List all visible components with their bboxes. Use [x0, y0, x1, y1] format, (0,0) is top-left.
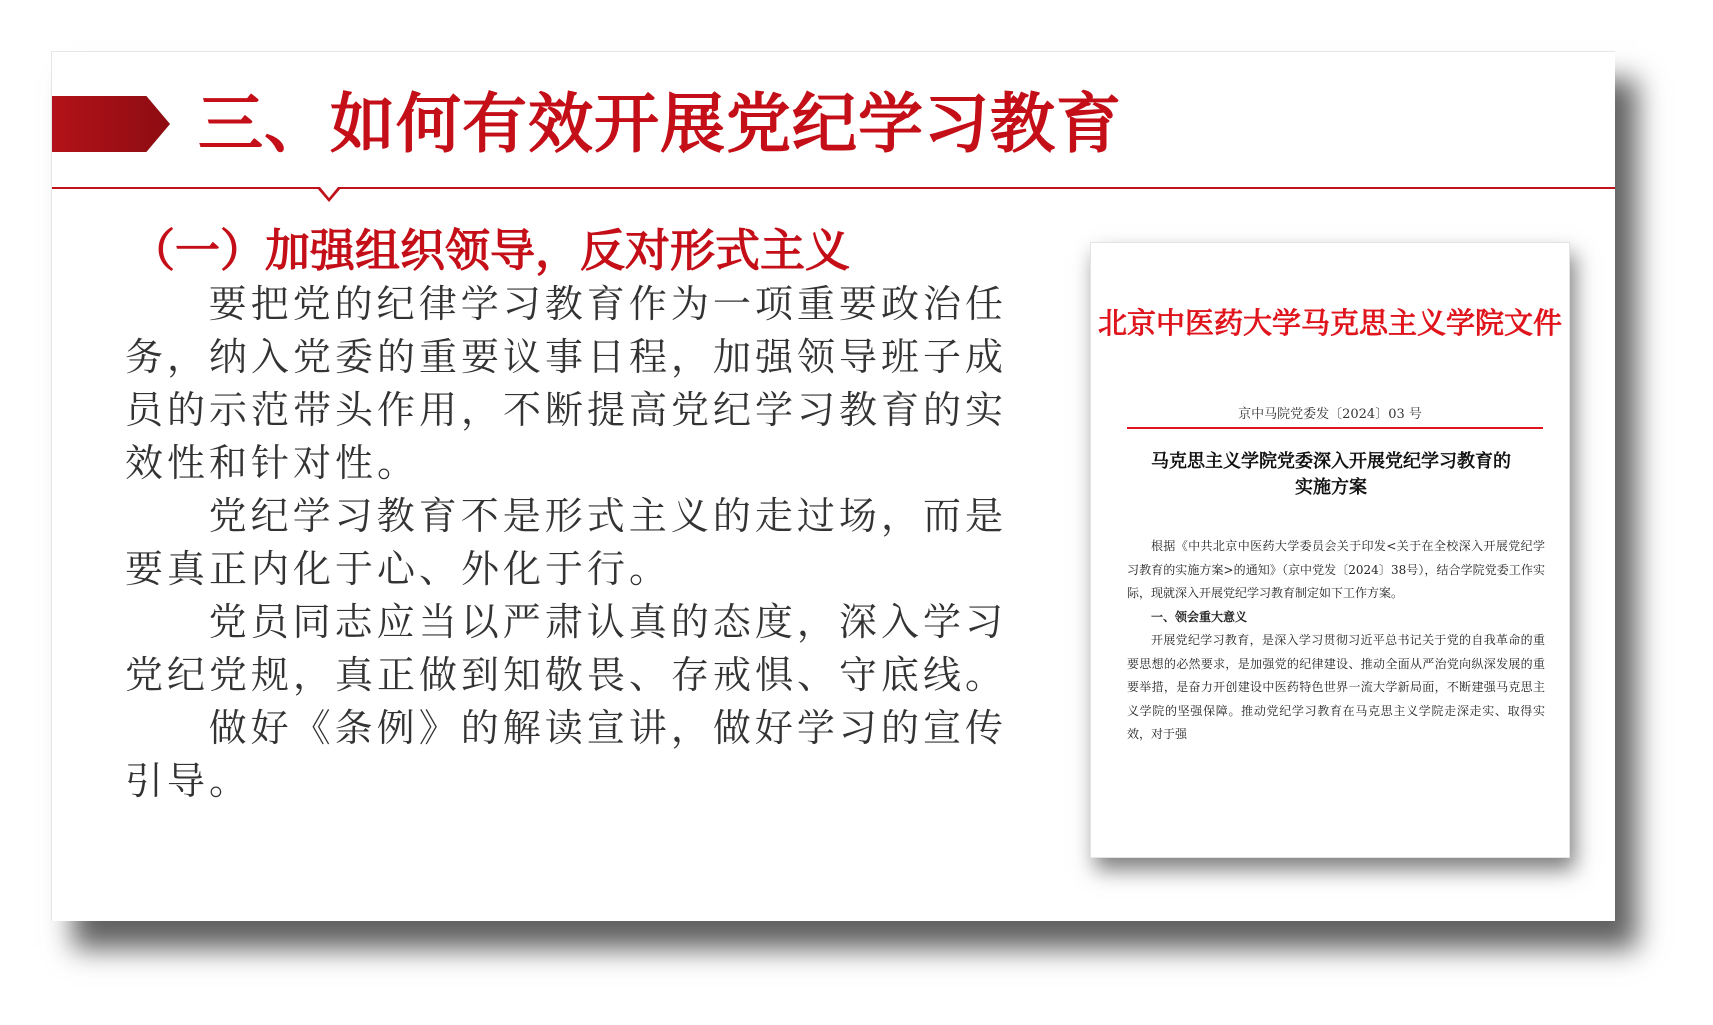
document-header: 北京中医药大学马克思主义学院文件 [1097, 306, 1562, 340]
document-section-heading: 一、领会重大意义 [1151, 609, 1248, 624]
document-title-line: 实施方案 [1295, 477, 1367, 498]
section-heading: （一）加强组织领导，反对形式主义 [130, 224, 851, 277]
document-number: 京中马院党委发〔2024〕03 号 [1238, 407, 1422, 422]
paragraph: 要把党的纪律学习教育作为一项重要政治任务，纳入党委的重要议事日程，加强领导班子成员的示范带头作用，不断提高党纪学习教育的实效性和针对性。 [125, 282, 1008, 485]
document-image [1090, 242, 1570, 858]
paragraph: 党纪学习教育不是形式主义的走过场，而是要真正内化于心、外化于行。 [125, 494, 1007, 591]
slide-title: 三、如何有效开展党纪学习教育 [198, 86, 1123, 162]
title-divider-notch [317, 188, 341, 202]
document-title-line: 马克思主义学院党委深入开展党纪学习教育的 [1151, 451, 1511, 472]
document-body [1127, 535, 1545, 747]
title-divider [52, 187, 1615, 189]
title-arrow-decoration [52, 96, 170, 152]
document-title [1111, 449, 1551, 501]
document-paragraph: 开展党纪学习教育，是深入学习贯彻习近平总书记关于党的自我革命的重要思想的必然要求，是加强党的纪律建设、推动全面从严治党向纵深发展的重要举措，是奋力开创建设中医药特色世界一流大学新局面，不断建强马克思主义学院的坚强保障。推动党纪学习教育在马克思主义学院走深走实、取得实效，对于强 [1127, 633, 1545, 741]
document-paragraph: 根据《中共北京中医药大学委员会关于印发<关于在全校深入开展党纪学习教育的实施方案>的通知》（京中党发〔2024〕38号），结合学院党委工作实际，现就深入开展党纪学习教育制定如下工作方案。 [1127, 539, 1545, 600]
slide [51, 51, 1615, 921]
paragraph: 做好《条例》的解读宣讲，做好学习的宣传引导。 [125, 706, 1007, 803]
document-divider [1127, 427, 1543, 429]
body-text [125, 278, 1007, 808]
paragraph: 党员同志应当以严肃认真的态度，深入学习党纪党规，真正做到知敬畏、存戒惧、守底线。 [125, 600, 1008, 697]
